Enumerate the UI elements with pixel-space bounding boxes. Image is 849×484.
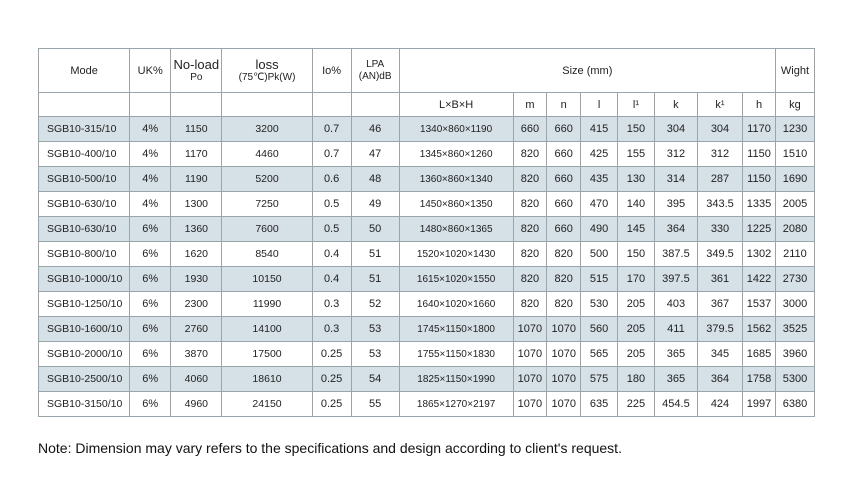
table-cell: 403 [654, 292, 697, 317]
header-size: Size (mm) [399, 49, 775, 93]
table-cell: 1825×1150×1990 [399, 367, 513, 392]
table-cell: 6% [130, 217, 171, 242]
header-m: m [513, 93, 547, 117]
table-cell: 51 [351, 267, 399, 292]
header-k1: k¹ [697, 93, 742, 117]
table-cell: 490 [581, 217, 618, 242]
table-cell: 2760 [171, 317, 222, 342]
table-cell: 150 [618, 117, 655, 142]
table-cell: 820 [547, 242, 581, 267]
table-cell: 343.5 [697, 192, 742, 217]
table-cell: SGB10-1600/10 [39, 317, 130, 342]
table-cell: 0.6 [312, 167, 351, 192]
table-cell: 1690 [775, 167, 814, 192]
table-cell: 1070 [547, 367, 581, 392]
header-blank [351, 93, 399, 117]
header-l: l [581, 93, 618, 117]
header-weight: Wight [775, 49, 814, 93]
table-cell: SGB10-2000/10 [39, 342, 130, 367]
table-cell: 0.7 [312, 117, 351, 142]
table-cell: 312 [654, 142, 697, 167]
table-cell: 1620 [171, 242, 222, 267]
table-cell: 2080 [775, 217, 814, 242]
table-cell: 48 [351, 167, 399, 192]
table-cell: 3525 [775, 317, 814, 342]
table-cell: 1360 [171, 217, 222, 242]
table-cell: 820 [513, 192, 547, 217]
table-row [39, 242, 815, 267]
table-cell: 820 [547, 292, 581, 317]
table-cell: 365 [654, 342, 697, 367]
table-cell: SGB10-630/10 [39, 192, 130, 217]
table-cell: 1225 [743, 217, 776, 242]
table-cell: 225 [618, 392, 655, 417]
table-cell: 10150 [222, 267, 312, 292]
table-cell: 6% [130, 367, 171, 392]
header-lpa-sub: (AN)dB [358, 70, 392, 82]
header-kg: kg [775, 93, 814, 117]
table-cell: 454.5 [654, 392, 697, 417]
table-cell: 1300 [171, 192, 222, 217]
header-n: n [547, 93, 581, 117]
table-cell: 424 [697, 392, 742, 417]
table-cell: 1335 [743, 192, 776, 217]
table-cell: 515 [581, 267, 618, 292]
table-cell: 6% [130, 267, 171, 292]
table-cell: 287 [697, 167, 742, 192]
table-cell: 4% [130, 142, 171, 167]
table-cell: 660 [547, 142, 581, 167]
table-cell: 0.4 [312, 242, 351, 267]
table-cell: 820 [513, 267, 547, 292]
table-cell: 1190 [171, 167, 222, 192]
header-lbh: L×B×H [399, 93, 513, 117]
header-blank [312, 93, 351, 117]
table-cell: 51 [351, 242, 399, 267]
table-row [39, 292, 815, 317]
table-cell: 660 [547, 167, 581, 192]
header-uk: UK% [130, 49, 171, 93]
table-cell: SGB10-1250/10 [39, 292, 130, 317]
header-noload [171, 49, 222, 93]
table-cell: 1422 [743, 267, 776, 292]
footnote: Note: Dimension may vary refers to the specifications and design according to client's request. [38, 440, 622, 456]
table-cell: 470 [581, 192, 618, 217]
table-cell: 1520×1020×1430 [399, 242, 513, 267]
table-cell: 150 [618, 242, 655, 267]
table-cell: SGB10-500/10 [39, 167, 130, 192]
table-cell: 660 [547, 192, 581, 217]
table-cell: 500 [581, 242, 618, 267]
table-cell: 565 [581, 342, 618, 367]
table-cell: 0.7 [312, 142, 351, 167]
table-cell: 365 [654, 367, 697, 392]
spec-table [38, 48, 815, 417]
header-lpa [351, 49, 399, 93]
table-cell: 180 [618, 367, 655, 392]
table-cell: 1070 [513, 317, 547, 342]
table-cell: 395 [654, 192, 697, 217]
header-h: h [743, 93, 776, 117]
table-cell: 6% [130, 342, 171, 367]
table-cell: 1997 [743, 392, 776, 417]
table-cell: 53 [351, 342, 399, 367]
table-cell: 1745×1150×1800 [399, 317, 513, 342]
table-cell: 7600 [222, 217, 312, 242]
table-cell: 5200 [222, 167, 312, 192]
table-cell: 18610 [222, 367, 312, 392]
table-cell: 4% [130, 167, 171, 192]
table-row [39, 117, 815, 142]
table-row [39, 192, 815, 217]
table-cell: 1510 [775, 142, 814, 167]
table-cell: 1615×1020×1550 [399, 267, 513, 292]
table-cell: 435 [581, 167, 618, 192]
table-cell: 2300 [171, 292, 222, 317]
table-row [39, 167, 815, 192]
table-cell: 1230 [775, 117, 814, 142]
table-cell: 1340×860×1190 [399, 117, 513, 142]
table-cell: 1480×860×1365 [399, 217, 513, 242]
table-cell: 367 [697, 292, 742, 317]
table-cell: 1170 [171, 142, 222, 167]
table-cell: 4060 [171, 367, 222, 392]
table-cell: 2110 [775, 242, 814, 267]
table-cell: 24150 [222, 392, 312, 417]
table-cell: SGB10-400/10 [39, 142, 130, 167]
table-cell: 387.5 [654, 242, 697, 267]
table-cell: 364 [654, 217, 697, 242]
table-row [39, 317, 815, 342]
header-l1: l¹ [618, 93, 655, 117]
table-cell: 1562 [743, 317, 776, 342]
table-cell: 361 [697, 267, 742, 292]
table-cell: 379.5 [697, 317, 742, 342]
table-cell: SGB10-630/10 [39, 217, 130, 242]
table-cell: 46 [351, 117, 399, 142]
table-cell: 145 [618, 217, 655, 242]
table-cell: 1170 [743, 117, 776, 142]
table-cell: 820 [513, 242, 547, 267]
table-cell: 660 [513, 117, 547, 142]
table-cell: 304 [654, 117, 697, 142]
table-cell: 54 [351, 367, 399, 392]
table-cell: 1930 [171, 267, 222, 292]
table-cell: 660 [547, 117, 581, 142]
table-cell: 4% [130, 117, 171, 142]
table-cell: 1070 [547, 342, 581, 367]
header-noload-top: No-load [173, 56, 220, 72]
header-mode: Mode [39, 49, 130, 93]
table-cell: 330 [697, 217, 742, 242]
table-cell: 49 [351, 192, 399, 217]
table-cell: 6% [130, 392, 171, 417]
table-cell: 3000 [775, 292, 814, 317]
header-row-2 [39, 93, 815, 117]
table-cell: 130 [618, 167, 655, 192]
table-cell: 14100 [222, 317, 312, 342]
table-cell: 1685 [743, 342, 776, 367]
header-loss [222, 49, 312, 93]
table-cell: 3870 [171, 342, 222, 367]
table-cell: 575 [581, 367, 618, 392]
header-loss-top: loss [255, 56, 279, 72]
table-cell: 364 [697, 367, 742, 392]
table-cell: 314 [654, 167, 697, 192]
table-cell: 415 [581, 117, 618, 142]
table-cell: 0.3 [312, 292, 351, 317]
header-blank [222, 93, 312, 117]
table-cell: 1070 [547, 392, 581, 417]
table-cell: 1537 [743, 292, 776, 317]
table-cell: SGB10-315/10 [39, 117, 130, 142]
table-cell: 52 [351, 292, 399, 317]
table-cell: 345 [697, 342, 742, 367]
table-cell: 820 [547, 267, 581, 292]
table-cell: 3960 [775, 342, 814, 367]
header-loss-sub: (75℃)Pk(W) [238, 71, 296, 83]
table-cell: 820 [513, 292, 547, 317]
table-cell: 7250 [222, 192, 312, 217]
header-blank [39, 93, 130, 117]
table-cell: 11990 [222, 292, 312, 317]
table-cell: 411 [654, 317, 697, 342]
table-cell: SGB10-800/10 [39, 242, 130, 267]
table-cell: 0.5 [312, 192, 351, 217]
table-cell: 50 [351, 217, 399, 242]
table-cell: 425 [581, 142, 618, 167]
table-cell: 1070 [513, 342, 547, 367]
table-cell: 205 [618, 342, 655, 367]
header-blank [171, 93, 222, 117]
table-row [39, 142, 815, 167]
header-row-1 [39, 49, 815, 93]
table-row [39, 267, 815, 292]
table-cell: 0.25 [312, 342, 351, 367]
table-row [39, 217, 815, 242]
header-blank [130, 93, 171, 117]
header-noload-sub: Po [190, 71, 203, 83]
table-cell: 0.4 [312, 267, 351, 292]
table-row [39, 392, 815, 417]
table-cell: 4960 [171, 392, 222, 417]
table-cell: 4% [130, 192, 171, 217]
table-cell: 1865×1270×2197 [399, 392, 513, 417]
table-cell: 17500 [222, 342, 312, 367]
table-cell: 1070 [513, 367, 547, 392]
table-cell: 170 [618, 267, 655, 292]
table-cell: 304 [697, 117, 742, 142]
table-cell: 1640×1020×1660 [399, 292, 513, 317]
table-cell: 4460 [222, 142, 312, 167]
table-cell: 1302 [743, 242, 776, 267]
table-cell: 560 [581, 317, 618, 342]
table-cell: 0.3 [312, 317, 351, 342]
table-cell: 6% [130, 292, 171, 317]
header-io: Io% [312, 49, 351, 93]
table-cell: 1070 [547, 317, 581, 342]
table-cell: 530 [581, 292, 618, 317]
table-cell: 635 [581, 392, 618, 417]
table-row [39, 342, 815, 367]
table-cell: 820 [513, 217, 547, 242]
table-cell: 820 [513, 142, 547, 167]
table-cell: 6380 [775, 392, 814, 417]
table-cell: 820 [513, 167, 547, 192]
table-cell: 0.25 [312, 392, 351, 417]
table-cell: 140 [618, 192, 655, 217]
header-lpa-top: LPA [366, 58, 385, 70]
table-cell: 155 [618, 142, 655, 167]
table-cell: 1450×860×1350 [399, 192, 513, 217]
table-cell: 0.5 [312, 217, 351, 242]
table-cell: 1070 [513, 392, 547, 417]
table-cell: SGB10-2500/10 [39, 367, 130, 392]
table-cell: 397.5 [654, 267, 697, 292]
table-cell: 312 [697, 142, 742, 167]
table-cell: 660 [547, 217, 581, 242]
table-cell: 3200 [222, 117, 312, 142]
table-cell: 53 [351, 317, 399, 342]
table-cell: SGB10-3150/10 [39, 392, 130, 417]
table-cell: 6% [130, 242, 171, 267]
table-cell: 1150 [743, 167, 776, 192]
table-cell: 1360×860×1340 [399, 167, 513, 192]
table-cell: 6% [130, 317, 171, 342]
table-cell: 1345×860×1260 [399, 142, 513, 167]
table-cell: 55 [351, 392, 399, 417]
table-cell: 205 [618, 292, 655, 317]
table-cell: 1755×1150×1830 [399, 342, 513, 367]
table-cell: 205 [618, 317, 655, 342]
table-cell: 0.25 [312, 367, 351, 392]
table-cell: 8540 [222, 242, 312, 267]
table-cell: 2730 [775, 267, 814, 292]
table-cell: SGB10-1000/10 [39, 267, 130, 292]
table-row [39, 367, 815, 392]
table-cell: 1150 [743, 142, 776, 167]
table-cell: 1150 [171, 117, 222, 142]
header-k: k [654, 93, 697, 117]
table-cell: 47 [351, 142, 399, 167]
table-cell: 1758 [743, 367, 776, 392]
table-cell: 349.5 [697, 242, 742, 267]
table-cell: 5300 [775, 367, 814, 392]
table-cell: 2005 [775, 192, 814, 217]
